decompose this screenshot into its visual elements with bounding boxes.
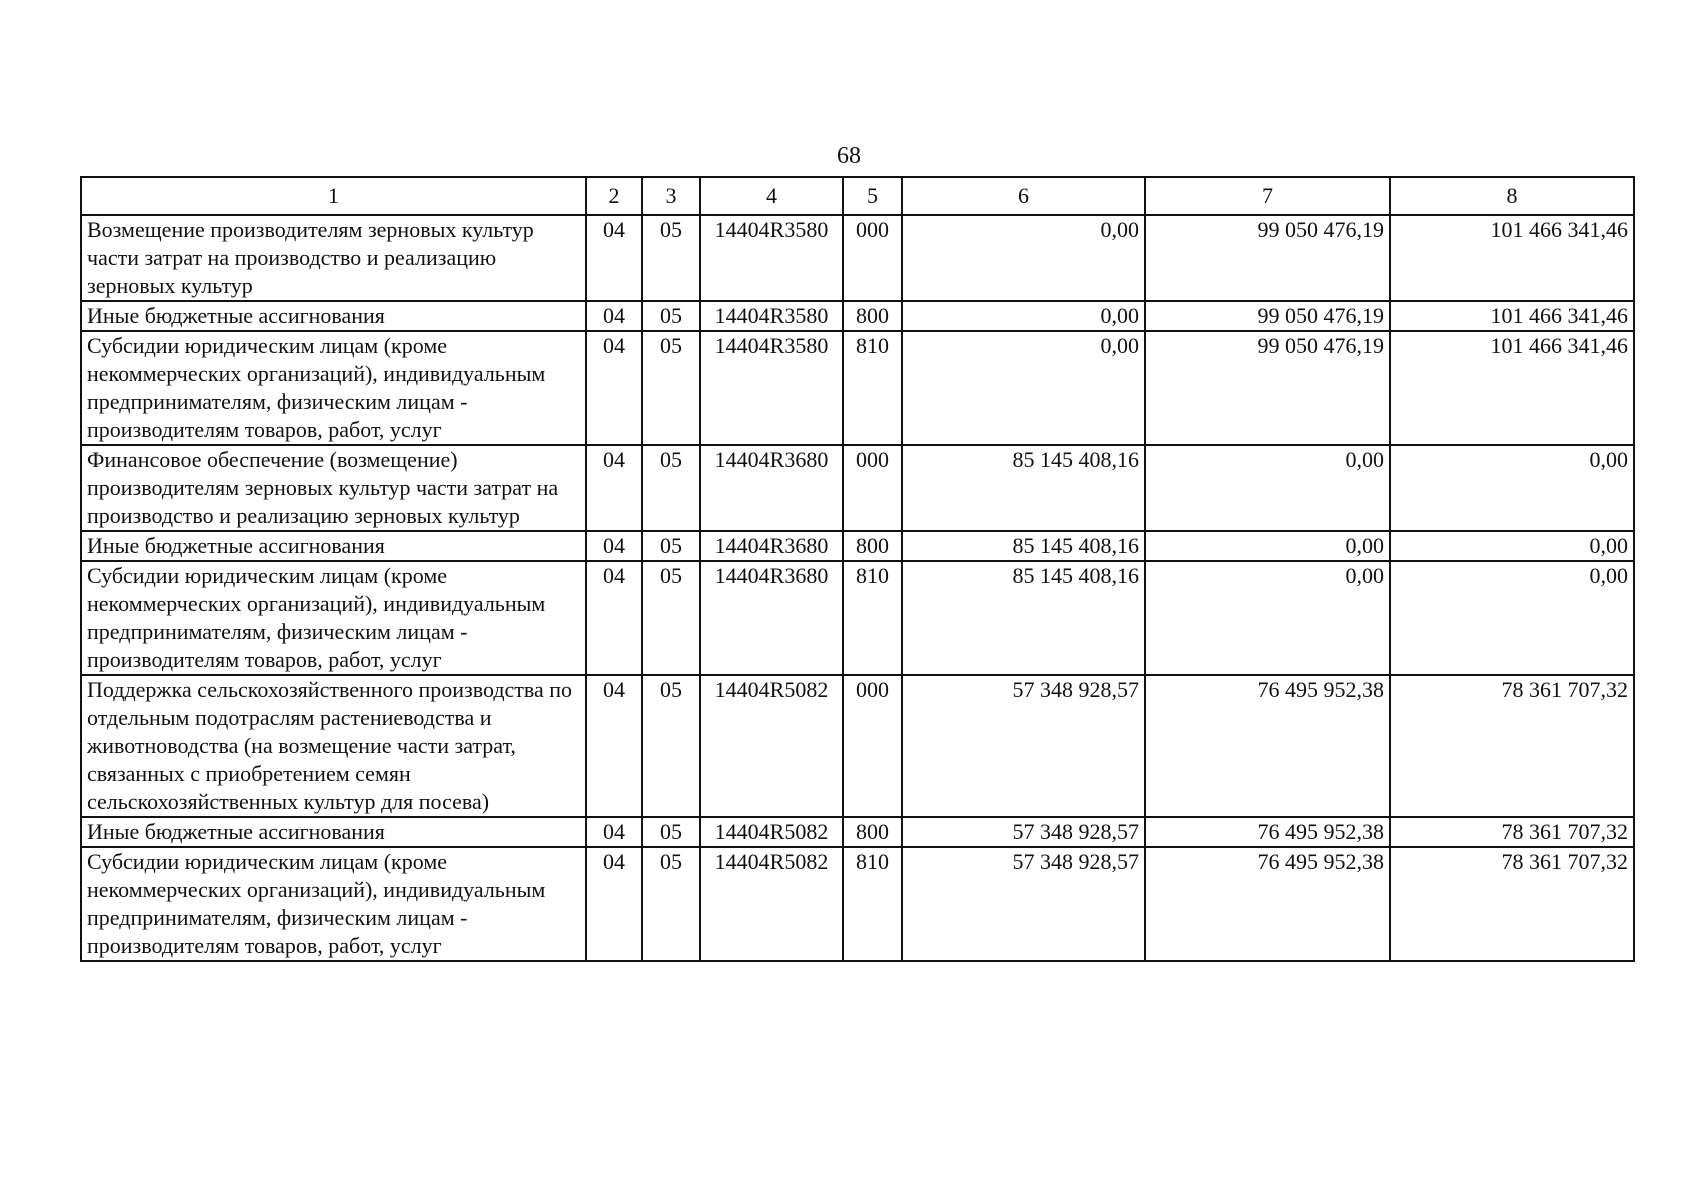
amount-col7-cell: 99 050 476,19 [1145, 301, 1390, 331]
subsection-code-cell: 05 [642, 531, 700, 561]
target-article-cell: 14404R3680 [700, 531, 843, 561]
amount-col7-cell: 0,00 [1145, 445, 1390, 531]
row-name-cell: Иные бюджетные ассигнования [81, 531, 586, 561]
amount-col8-cell: 0,00 [1390, 531, 1634, 561]
table-row [81, 847, 1634, 961]
amount-col6-cell: 85 145 408,16 [902, 561, 1145, 675]
table-row [81, 331, 1634, 445]
amount-col7-cell: 0,00 [1145, 531, 1390, 561]
amount-col6-cell: 0,00 [902, 331, 1145, 445]
expense-type-cell: 800 [843, 531, 902, 561]
target-article-cell: 14404R5082 [700, 817, 843, 847]
amount-col6-cell: 85 145 408,16 [902, 531, 1145, 561]
subsection-code-cell: 05 [642, 561, 700, 675]
amount-col8-cell: 101 466 341,46 [1390, 215, 1634, 301]
amount-col7-cell: 76 495 952,38 [1145, 817, 1390, 847]
expense-type-cell: 000 [843, 675, 902, 817]
expense-type-cell: 810 [843, 847, 902, 961]
target-article-cell: 14404R3680 [700, 561, 843, 675]
amount-col7-cell: 76 495 952,38 [1145, 675, 1390, 817]
section-code-cell: 04 [586, 215, 642, 301]
target-article-cell: 14404R5082 [700, 847, 843, 961]
subsection-code-cell: 05 [642, 331, 700, 445]
row-name-cell: Иные бюджетные ассигнования [81, 817, 586, 847]
expense-type-cell: 000 [843, 215, 902, 301]
section-code-cell: 04 [586, 331, 642, 445]
row-name-cell: Возмещение производителям зерновых культур части затрат на производство и реализацию зерновых культур [81, 215, 586, 301]
amount-col6-cell: 57 348 928,57 [902, 817, 1145, 847]
column-header-8: 8 [1390, 177, 1634, 215]
subsection-code-cell: 05 [642, 301, 700, 331]
target-article-cell: 14404R3680 [700, 445, 843, 531]
row-name-cell: Поддержка сельскохозяйственного производства по отдельным подотраслям растениеводства и животноводства (на возмещение части затрат, связанных с приобретением семян сельскохозяйственных культур для посева) [81, 675, 586, 817]
subsection-code-cell: 05 [642, 817, 700, 847]
row-name-cell: Иные бюджетные ассигнования [81, 301, 586, 331]
amount-col7-cell: 0,00 [1145, 561, 1390, 675]
subsection-code-cell: 05 [642, 847, 700, 961]
column-header-6: 6 [902, 177, 1145, 215]
page-number [0, 143, 1698, 169]
section-code-cell: 04 [586, 675, 642, 817]
row-name-cell: Субсидии юридическим лицам (кроме некоммерческих организаций), индивидуальным предпринимателям, физическим лицам - производителям товаров, работ, услуг [81, 847, 586, 961]
amount-col8-cell: 78 361 707,32 [1390, 675, 1634, 817]
table-row [81, 531, 1634, 561]
amount-col7-cell: 99 050 476,19 [1145, 215, 1390, 301]
column-header-2: 2 [586, 177, 642, 215]
subsection-code-cell: 05 [642, 675, 700, 817]
page-number-text: 68 [837, 143, 861, 169]
row-name-cell: Субсидии юридическим лицам (кроме некоммерческих организаций), индивидуальным предпринимателям, физическим лицам - производителям товаров, работ, услуг [81, 331, 586, 445]
amount-col7-cell: 99 050 476,19 [1145, 331, 1390, 445]
amount-col6-cell: 0,00 [902, 301, 1145, 331]
expense-type-cell: 800 [843, 301, 902, 331]
amount-col7-cell: 76 495 952,38 [1145, 847, 1390, 961]
section-code-cell: 04 [586, 817, 642, 847]
section-code-cell: 04 [586, 847, 642, 961]
amount-col6-cell: 57 348 928,57 [902, 847, 1145, 961]
row-name-cell: Финансовое обеспечение (возмещение) производителям зерновых культур части затрат на производство и реализацию зерновых культур [81, 445, 586, 531]
table-row [81, 445, 1634, 531]
subsection-code-cell: 05 [642, 445, 700, 531]
amount-col6-cell: 85 145 408,16 [902, 445, 1145, 531]
amount-col8-cell: 101 466 341,46 [1390, 331, 1634, 445]
table-row [81, 817, 1634, 847]
target-article-cell: 14404R5082 [700, 675, 843, 817]
expense-type-cell: 810 [843, 561, 902, 675]
amount-col6-cell: 0,00 [902, 215, 1145, 301]
column-header-5: 5 [843, 177, 902, 215]
column-header-1: 1 [81, 177, 586, 215]
amount-col8-cell: 78 361 707,32 [1390, 847, 1634, 961]
expense-type-cell: 000 [843, 445, 902, 531]
expense-type-cell: 810 [843, 331, 902, 445]
section-code-cell: 04 [586, 445, 642, 531]
budget-table [80, 176, 1635, 962]
table-row [81, 675, 1634, 817]
column-header-3: 3 [642, 177, 700, 215]
table-row [81, 561, 1634, 675]
amount-col8-cell: 0,00 [1390, 561, 1634, 675]
column-header-4: 4 [700, 177, 843, 215]
target-article-cell: 14404R3580 [700, 215, 843, 301]
section-code-cell: 04 [586, 531, 642, 561]
header-row [81, 177, 1634, 215]
amount-col8-cell: 78 361 707,32 [1390, 817, 1634, 847]
column-header-7: 7 [1145, 177, 1390, 215]
table-row [81, 215, 1634, 301]
subsection-code-cell: 05 [642, 215, 700, 301]
target-article-cell: 14404R3580 [700, 301, 843, 331]
table-row [81, 301, 1634, 331]
section-code-cell: 04 [586, 561, 642, 675]
row-name-cell: Субсидии юридическим лицам (кроме некоммерческих организаций), индивидуальным предпринимателям, физическим лицам - производителям товаров, работ, услуг [81, 561, 586, 675]
amount-col8-cell: 0,00 [1390, 445, 1634, 531]
target-article-cell: 14404R3580 [700, 331, 843, 445]
amount-col6-cell: 57 348 928,57 [902, 675, 1145, 817]
section-code-cell: 04 [586, 301, 642, 331]
amount-col8-cell: 101 466 341,46 [1390, 301, 1634, 331]
expense-type-cell: 800 [843, 817, 902, 847]
